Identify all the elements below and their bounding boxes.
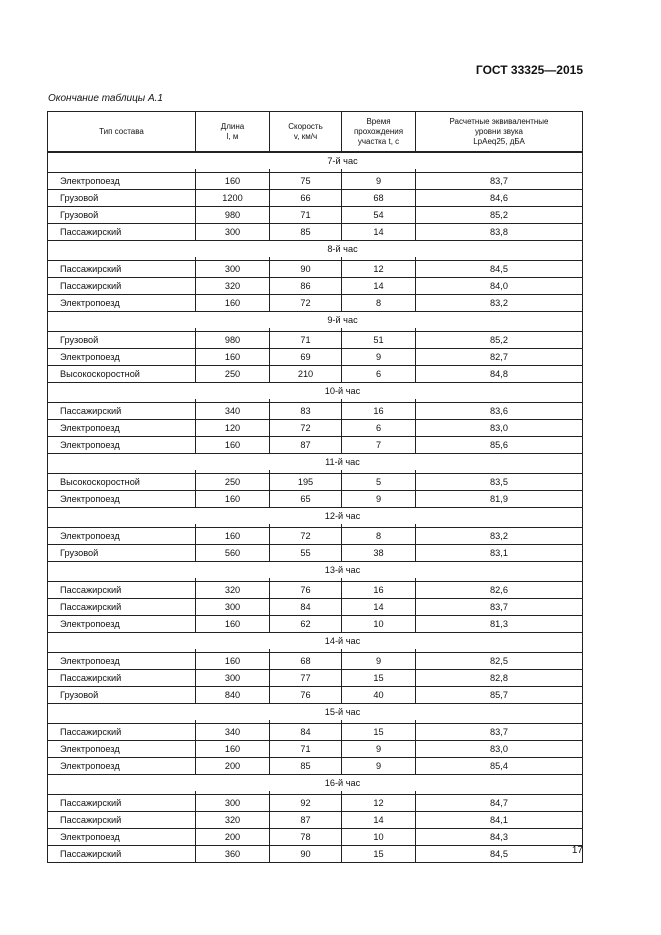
cell-level: 84,5 [416,261,583,278]
cell-level: 83,7 [416,724,583,741]
table-row [48,437,583,454]
cell-type: Пассажирский [48,812,196,829]
table-row [48,366,583,383]
cell-speed: 86 [270,278,342,295]
cell-time: 16 [342,582,416,599]
hour-group-header [48,633,583,650]
hour-label: 10-й час [270,383,416,400]
table-row [48,741,583,758]
column-header-speed [270,112,342,153]
cell-time: 14 [342,224,416,241]
cell-time: 8 [342,295,416,312]
cell-time: 9 [342,653,416,670]
cell-time: 9 [342,173,416,190]
cell-speed: 72 [270,528,342,545]
document-code: ГОСТ 33325—2015 [475,63,583,77]
cell-length: 340 [196,403,270,420]
cell-type: Пассажирский [48,224,196,241]
cell-speed: 83 [270,403,342,420]
cell-length: 250 [196,366,270,383]
cell-level: 83,0 [416,420,583,437]
table-row [48,812,583,829]
cell-length: 300 [196,599,270,616]
cell-time: 68 [342,190,416,207]
cell-level: 82,8 [416,670,583,687]
table-row [48,278,583,295]
table-row [48,332,583,349]
hour-group-header [48,562,583,579]
cell-time: 14 [342,812,416,829]
column-header-level [416,112,583,153]
data-table [47,111,583,863]
hour-label: 8-й час [270,241,416,258]
cell-time: 9 [342,491,416,508]
cell-type: Грузовой [48,207,196,224]
cell-time: 9 [342,741,416,758]
cell-time: 8 [342,528,416,545]
hour-group-header [48,383,583,400]
page-number: 17 [571,845,583,856]
cell-length: 200 [196,829,270,846]
table-row [48,795,583,812]
cell-speed: 76 [270,582,342,599]
cell-length: 980 [196,207,270,224]
cell-time: 9 [342,758,416,775]
cell-time: 51 [342,332,416,349]
hour-group-header [48,312,583,329]
cell-time: 54 [342,207,416,224]
cell-speed: 92 [270,795,342,812]
cell-time: 16 [342,403,416,420]
cell-speed: 75 [270,173,342,190]
column-header-length-unit: l, м [226,131,239,141]
cell-speed: 71 [270,207,342,224]
table-row [48,653,583,670]
cell-time: 38 [342,545,416,562]
cell-type: Электропоезд [48,653,196,670]
cell-speed: 68 [270,653,342,670]
cell-time: 10 [342,829,416,846]
table-row [48,545,583,562]
table-row [48,599,583,616]
cell-length: 120 [196,420,270,437]
cell-level: 82,7 [416,349,583,366]
cell-length: 160 [196,741,270,758]
cell-type: Пассажирский [48,403,196,420]
table-row [48,491,583,508]
cell-level: 83,6 [416,403,583,420]
table-row [48,474,583,491]
cell-type: Пассажирский [48,670,196,687]
cell-length: 200 [196,758,270,775]
table-row [48,687,583,704]
hour-group-header [48,704,583,721]
cell-length: 250 [196,474,270,491]
cell-level: 85,7 [416,687,583,704]
cell-speed: 76 [270,687,342,704]
cell-level: 84,7 [416,795,583,812]
cell-level: 81,3 [416,616,583,633]
cell-time: 15 [342,846,416,863]
cell-speed: 90 [270,261,342,278]
cell-speed: 71 [270,332,342,349]
cell-time: 9 [342,349,416,366]
cell-speed: 85 [270,758,342,775]
cell-time: 15 [342,670,416,687]
cell-speed: 55 [270,545,342,562]
column-header-type [48,112,196,153]
cell-length: 980 [196,332,270,349]
table-row [48,846,583,863]
cell-time: 12 [342,261,416,278]
cell-length: 160 [196,616,270,633]
cell-level: 85,4 [416,758,583,775]
table-row [48,261,583,278]
cell-level: 85,6 [416,437,583,454]
cell-level: 85,2 [416,332,583,349]
cell-length: 840 [196,687,270,704]
column-header-time-line2: прохождения [353,126,404,136]
cell-type: Электропоезд [48,741,196,758]
cell-type: Пассажирский [48,278,196,295]
cell-speed: 85 [270,224,342,241]
table-row [48,173,583,190]
column-header-level-line3: LpАeq25, дБА [473,136,525,146]
cell-time: 10 [342,616,416,633]
cell-level: 84,5 [416,846,583,863]
cell-type: Электропоезд [48,758,196,775]
cell-type: Электропоезд [48,420,196,437]
cell-time: 7 [342,437,416,454]
column-header-speed-title: Скорость [288,121,323,131]
hour-label: 15-й час [270,704,416,721]
cell-speed: 87 [270,437,342,454]
cell-speed: 62 [270,616,342,633]
column-header-length [196,112,270,153]
cell-time: 14 [342,278,416,295]
column-header-length-title: Длина [220,121,245,131]
cell-length: 160 [196,349,270,366]
cell-length: 320 [196,812,270,829]
cell-type: Пассажирский [48,724,196,741]
cell-speed: 78 [270,829,342,846]
cell-speed: 87 [270,812,342,829]
cell-time: 40 [342,687,416,704]
cell-level: 84,8 [416,366,583,383]
hour-label: 14-й час [270,633,416,650]
cell-length: 1200 [196,190,270,207]
cell-level: 82,6 [416,582,583,599]
cell-type: Высокоскоростной [48,474,196,491]
cell-type: Грузовой [48,687,196,704]
cell-speed: 210 [270,366,342,383]
hour-label: 13-й час [270,562,416,579]
cell-type: Электропоезд [48,616,196,633]
hour-group-header [48,508,583,525]
cell-level: 84,3 [416,829,583,846]
cell-speed: 71 [270,741,342,758]
cell-level: 83,7 [416,173,583,190]
cell-type: Электропоезд [48,295,196,312]
cell-time: 14 [342,599,416,616]
cell-type: Грузовой [48,332,196,349]
table-row [48,582,583,599]
cell-length: 560 [196,545,270,562]
column-header-speed-unit: v, км/ч [293,131,318,141]
cell-speed: 66 [270,190,342,207]
table-row [48,616,583,633]
cell-level: 83,2 [416,528,583,545]
table-row [48,420,583,437]
table-row [48,758,583,775]
cell-speed: 65 [270,491,342,508]
cell-type: Пассажирский [48,261,196,278]
table-row [48,528,583,545]
cell-level: 83,2 [416,295,583,312]
cell-time: 12 [342,795,416,812]
cell-level: 83,1 [416,545,583,562]
hour-label: 7-й час [270,152,416,169]
cell-type: Электропоезд [48,528,196,545]
cell-length: 300 [196,795,270,812]
cell-type: Грузовой [48,545,196,562]
column-header-level-line1: Расчетные эквивалентные [449,116,549,126]
cell-type: Электропоезд [48,437,196,454]
cell-level: 85,2 [416,207,583,224]
cell-level: 83,7 [416,599,583,616]
cell-speed: 69 [270,349,342,366]
column-header-time [342,112,416,153]
cell-length: 320 [196,582,270,599]
cell-level: 84,6 [416,190,583,207]
cell-level: 83,8 [416,224,583,241]
cell-speed: 195 [270,474,342,491]
cell-length: 160 [196,491,270,508]
cell-length: 360 [196,846,270,863]
cell-type: Пассажирский [48,795,196,812]
cell-time: 6 [342,420,416,437]
hour-label: 9-й час [270,312,416,329]
hour-label: 16-й час [270,775,416,792]
hour-label: 11-й час [270,454,416,471]
cell-level: 82,5 [416,653,583,670]
cell-length: 300 [196,224,270,241]
table-header-row [48,112,583,153]
column-header-time-line1: Время [366,116,391,126]
cell-type: Пассажирский [48,846,196,863]
table-row [48,670,583,687]
cell-length: 300 [196,670,270,687]
cell-speed: 77 [270,670,342,687]
table-row [48,295,583,312]
table-row [48,190,583,207]
column-header-level-line2: уровни звука [474,126,524,136]
table-row [48,207,583,224]
cell-type: Электропоезд [48,349,196,366]
table-row [48,403,583,420]
cell-type: Электропоезд [48,829,196,846]
cell-level: 81,9 [416,491,583,508]
cell-time: 15 [342,724,416,741]
cell-type: Грузовой [48,190,196,207]
column-header-type-label: Тип состава [99,126,144,136]
table-row [48,829,583,846]
cell-length: 340 [196,724,270,741]
cell-level: 83,5 [416,474,583,491]
table-row [48,724,583,741]
hour-group-header [48,152,583,169]
hour-group-header [48,454,583,471]
cell-type: Электропоезд [48,173,196,190]
cell-type: Электропоезд [48,491,196,508]
column-header-time-line3: участка t, с [357,136,400,146]
cell-speed: 72 [270,420,342,437]
cell-time: 5 [342,474,416,491]
cell-level: 84,0 [416,278,583,295]
cell-level: 83,0 [416,741,583,758]
cell-length: 160 [196,295,270,312]
cell-length: 320 [196,278,270,295]
cell-speed: 72 [270,295,342,312]
cell-length: 160 [196,173,270,190]
hour-group-header [48,241,583,258]
hour-label: 12-й час [270,508,416,525]
cell-length: 160 [196,528,270,545]
cell-type: Пассажирский [48,582,196,599]
cell-type: Высокоскоростной [48,366,196,383]
cell-time: 6 [342,366,416,383]
cell-level: 84,1 [416,812,583,829]
cell-speed: 90 [270,846,342,863]
cell-speed: 84 [270,599,342,616]
table-row [48,349,583,366]
cell-speed: 84 [270,724,342,741]
cell-type: Пассажирский [48,599,196,616]
cell-length: 300 [196,261,270,278]
table-body [48,152,583,863]
table-caption: Окончание таблицы А.1 [48,93,163,104]
cell-length: 160 [196,437,270,454]
hour-group-header [48,775,583,792]
table-row [48,224,583,241]
cell-length: 160 [196,653,270,670]
